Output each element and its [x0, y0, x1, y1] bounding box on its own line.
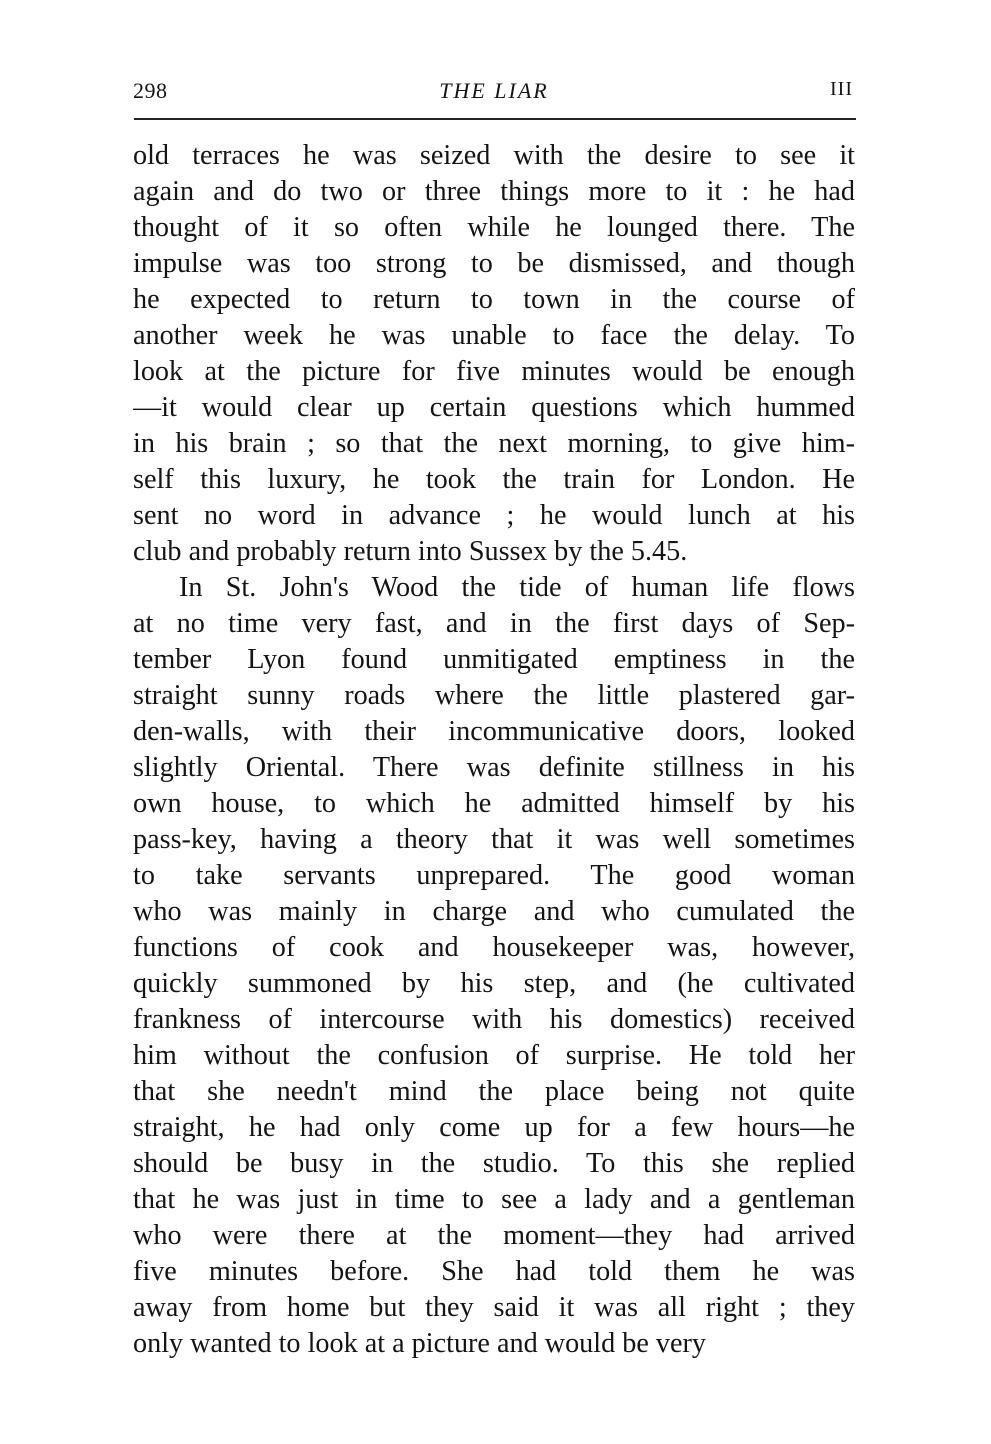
text-line: only wanted to look at a picture and would be very [133, 1328, 706, 1359]
text-line: club and probably return into Sussex by the 5.45. [133, 536, 688, 567]
text-line: who were there at the moment—they had arrived [133, 1220, 855, 1251]
text-line: he expected to return to town in the course of [133, 284, 855, 315]
page-number: 298 [133, 78, 168, 103]
text-line: tember Lyon found unmitigated emptiness in the [133, 644, 855, 675]
text-line: slightly Oriental. There was definite stillness in his [133, 752, 855, 783]
text-line: again and do two or three things more to it : he had [133, 176, 855, 207]
text-line: den-walls, with their incommunicative doors, looked [133, 716, 855, 747]
body-text [133, 138, 855, 1362]
text-line: to take servants unprepared. The good woman [133, 860, 855, 891]
text-line: another week he was unable to face the delay. To [133, 320, 855, 351]
header-rule [134, 118, 856, 120]
text-line: quickly summoned by his step, and (he cultivated [133, 968, 855, 999]
text-line: thought of it so often while he lounged there. The [133, 212, 855, 243]
text-line: that she needn't mind the place being not quite [133, 1076, 855, 1107]
text-line: in his brain ; so that the next morning, to give him- [133, 428, 855, 459]
text-line: own house, to which he admitted himself by his [133, 788, 855, 819]
text-line: frankness of intercourse with his domestics) received [133, 1004, 855, 1035]
text-line: self this luxury, he took the train for London. He [133, 464, 855, 495]
text-line: who was mainly in charge and who cumulated the [133, 896, 855, 927]
text-line: straight, he had only come up for a few hours—he [133, 1112, 855, 1143]
text-line: In St. John's Wood the tide of human life flows [179, 572, 855, 603]
chapter-number: III [830, 78, 853, 100]
text-line: should be busy in the studio. To this she replied [133, 1148, 855, 1179]
text-line: him without the confusion of surprise. He told her [133, 1040, 855, 1071]
text-line: old terraces he was seized with the desire to see it [133, 140, 855, 171]
running-title: THE LIAR [439, 78, 549, 103]
running-head [133, 72, 855, 106]
text-line: look at the picture for five minutes would be enough [133, 356, 855, 387]
text-line: away from home but they said it was all right ; they [133, 1292, 855, 1323]
text-line: five minutes before. She had told them he was [133, 1256, 855, 1287]
text-line: straight sunny roads where the little plastered gar- [133, 680, 855, 711]
text-line: that he was just in time to see a lady and a gentleman [133, 1184, 855, 1215]
text-line: sent no word in advance ; he would lunch at his [133, 500, 855, 531]
text-line: at no time very fast, and in the first days of Sep- [133, 608, 855, 639]
text-line: pass-key, having a theory that it was well sometimes [133, 824, 855, 855]
text-line: functions of cook and housekeeper was, however, [133, 932, 855, 963]
text-line: impulse was too strong to be dismissed, and though [133, 248, 855, 279]
text-line: —it would clear up certain questions which hummed [133, 392, 855, 423]
